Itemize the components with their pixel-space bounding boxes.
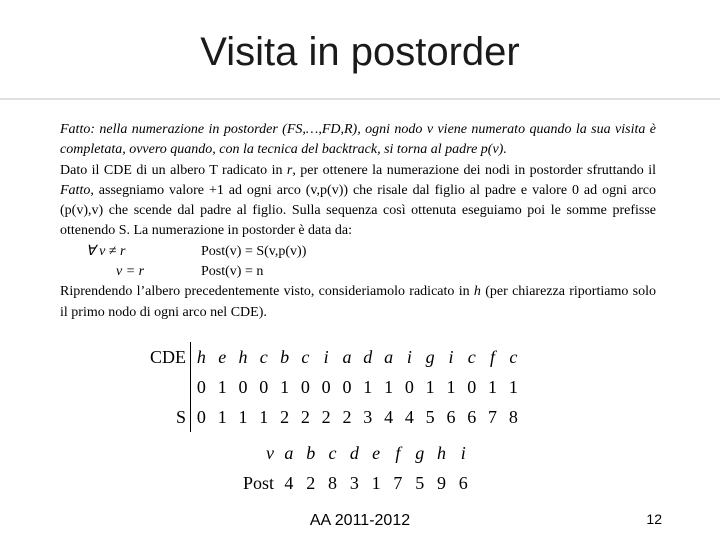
s-cell: 6	[467, 406, 477, 427]
node-cell: h	[437, 442, 446, 463]
rule1-condition: ∀ v ≠ r	[86, 243, 126, 259]
post-cell: 6	[458, 472, 468, 493]
cde-cell: b	[280, 346, 290, 367]
cde-cell: a	[342, 346, 352, 367]
s-cell: 5	[425, 406, 435, 427]
fact-label: Fatto:	[60, 122, 95, 137]
value-cell: 0	[467, 376, 477, 397]
value-cell: 1	[488, 376, 498, 397]
s-cell: 4	[384, 406, 394, 427]
node-cell: i	[460, 442, 466, 463]
value-cell: 1	[280, 376, 290, 397]
example-root-var: h	[473, 284, 481, 300]
value-cell: 1	[425, 376, 435, 397]
cde-cell: c	[467, 346, 476, 367]
cde-cell: i	[406, 346, 412, 367]
value-cell: 0	[259, 376, 269, 397]
value-cell: 1	[446, 376, 456, 397]
node-cell: d	[349, 442, 359, 463]
node-cell: b	[306, 442, 316, 463]
s-cell: 7	[488, 406, 498, 427]
rule1-value: Post(v) = S(v,p(v))	[201, 243, 307, 259]
s-cell: 1	[217, 406, 227, 427]
cde-table	[150, 342, 524, 432]
s-cell: 1	[238, 406, 248, 427]
post-rule-1	[60, 242, 656, 262]
s-cell: 6	[446, 406, 456, 427]
value-cell: 0	[238, 376, 248, 397]
values-row	[150, 372, 524, 402]
cde-cell: h	[238, 346, 248, 367]
cde-cell: a	[384, 346, 394, 367]
cde-cell: i	[323, 346, 329, 367]
cde-row-label: CDE	[150, 346, 186, 367]
value-cell: 1	[508, 376, 518, 397]
post-cell: 3	[349, 472, 359, 493]
cde-cell: h	[191, 342, 212, 372]
value-cell: 0	[300, 376, 310, 397]
cde-cell: g	[425, 346, 435, 367]
value-cell: 1	[363, 376, 373, 397]
s-cell: 0	[191, 402, 212, 432]
fact-body: nella numerazione in postorder (FS,…,FD,R), ogni nodo v viene numerato quando la sua visita è completata, ovvero quando, con la tecnica del backtrack, si torna al padre p(v).	[60, 122, 656, 158]
method-text-c: , assegniamo valore +1 ad ogni arco (v,p(v)) che risale dal figlio al padre e valore 0 ad ogni arco (p(v),v) che scende dal padre al figlio. Sulla sequenza così ottenuta eseguiamo poi le somme prefisse ottenendo S. La numerazione in postorder è data da:	[60, 182, 656, 239]
slide-body	[60, 120, 656, 323]
post-cell: 8	[328, 472, 338, 493]
fact-paragraph	[60, 120, 656, 161]
post-cell: 5	[415, 472, 425, 493]
node-row-label: v	[266, 442, 275, 463]
s-cell: 1	[259, 406, 269, 427]
rule2-condition: v = r	[116, 264, 145, 280]
s-cell: 2	[300, 406, 310, 427]
node-cell: c	[328, 442, 337, 463]
cde-cell: f	[490, 346, 496, 367]
cde-cell: c	[509, 346, 518, 367]
cde-cell: c	[301, 346, 310, 367]
s-cell: 8	[508, 406, 518, 427]
slide-title: Visita in postorder	[200, 30, 520, 74]
node-cell: a	[284, 442, 294, 463]
page-number: 12	[646, 511, 662, 527]
s-cell: 3	[363, 406, 373, 427]
title-divider	[0, 98, 720, 100]
s-row	[150, 402, 524, 432]
post-row-label: Post	[243, 472, 275, 493]
cde-row	[150, 342, 524, 372]
cde-cell: e	[218, 346, 227, 367]
method-paragraph	[60, 161, 656, 242]
example-text-a: Riprendendo l’albero precedentemente visto, consideriamolo radicato in	[60, 284, 474, 300]
example-paragraph	[60, 282, 656, 323]
node-cell: g	[415, 442, 425, 463]
value-cell: 1	[217, 376, 227, 397]
value-cell: 0	[191, 372, 212, 402]
value-cell: 0	[342, 376, 352, 397]
node-cell: f	[395, 442, 401, 463]
value-cell: 0	[404, 376, 414, 397]
s-cell: 2	[342, 406, 352, 427]
s-row-label: S	[175, 406, 186, 427]
rule2-value: Post(v) = n	[201, 264, 264, 280]
post-cell: 1	[371, 472, 381, 493]
post-cell: 7	[393, 472, 403, 493]
post-row	[241, 468, 474, 498]
s-cell: 2	[280, 406, 290, 427]
value-cell: 0	[321, 376, 331, 397]
s-cell: 4	[404, 406, 414, 427]
method-root-var: r	[286, 162, 293, 178]
value-cell: 1	[384, 376, 394, 397]
post-cell: 4	[284, 472, 294, 493]
method-fatto-ref: Fatto	[60, 182, 91, 198]
node-cell: e	[372, 442, 381, 463]
values-row-label	[150, 372, 191, 402]
post-cell: 9	[437, 472, 446, 493]
post-table	[241, 438, 474, 498]
node-row	[241, 438, 474, 468]
cde-cell: c	[259, 346, 268, 367]
example-text-b: (per chiarezza riportiamo solo il primo nodo di ogni arco nel CDE).	[60, 284, 657, 320]
post-cell: 2	[306, 472, 316, 493]
footer-text: AA 2011-2012	[309, 512, 411, 529]
s-cell: 2	[321, 406, 331, 427]
cde-cell: i	[448, 346, 454, 367]
cde-cell: d	[363, 346, 373, 367]
method-text-b: , per ottenere la numerazione dei nodi in postorder sfruttando il	[292, 162, 656, 178]
method-text-a: Dato il CDE di un albero T radicato in	[60, 162, 287, 178]
post-rule-2	[60, 262, 656, 282]
